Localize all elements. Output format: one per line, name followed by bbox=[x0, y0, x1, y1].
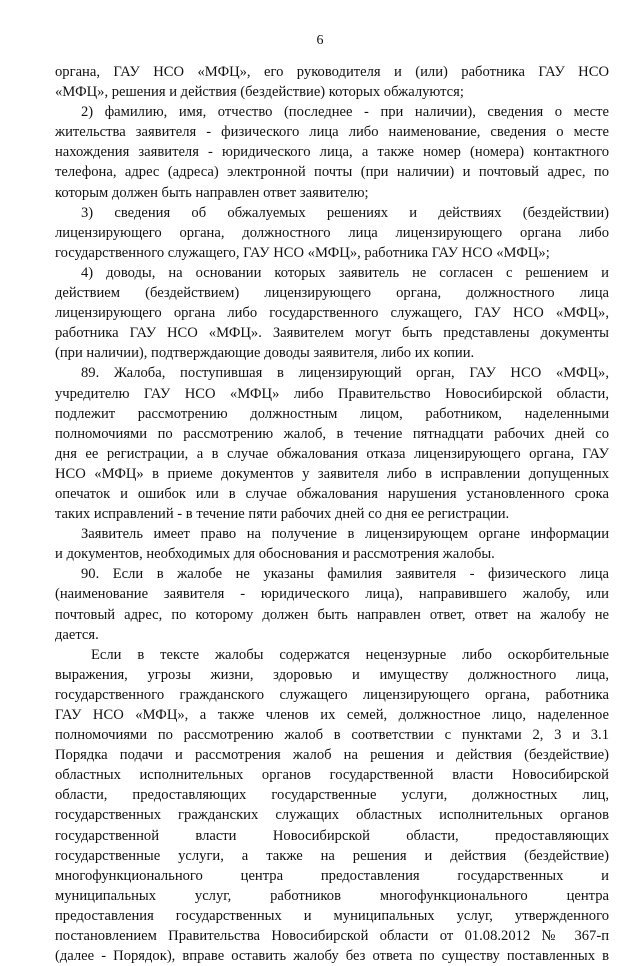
text-line: полномочиями по рассмотрению жалоб, в течение пятнадцати рабочих дней со bbox=[55, 425, 609, 442]
text-line: Заявитель имеет право на получение в лицензирующем органе информации bbox=[81, 526, 609, 543]
text-line: лицензирующего органа, должностного лица лицензирующего органа либо bbox=[55, 224, 609, 241]
text-line: многофункционального центра предоставления государственных и bbox=[55, 867, 609, 884]
text-line: таких исправлений - в течение пяти рабочих дней со дня ее регистрации. bbox=[55, 506, 510, 523]
text-line: 3) сведения об обжалуемых решениях и действиях (бездействии) bbox=[81, 204, 609, 221]
text-line: нахождения заявителя - юридического лица, а также номер (номера) контактного bbox=[55, 144, 609, 161]
text-line: 90. Если в жалобе не указаны фамилия заявителя - физического лица bbox=[81, 566, 609, 583]
text-line: подлежит рассмотрению должностным лицом, работником, наделенными bbox=[55, 405, 609, 422]
text-line: НСО «МФЦ» в приеме документов у заявителя либо в исправлении допущенных bbox=[55, 465, 609, 482]
text-line: опечаток и ошибок или в случае обжалования нарушения установленного срока bbox=[55, 485, 609, 502]
text-line: государственных гражданских служащих областных исполнительных органов bbox=[55, 807, 609, 824]
text-line: государственного гражданского служащего лицензирующего органа, работника bbox=[55, 686, 609, 703]
text-line: органа, ГАУ НСО «МФЦ», его руководителя и (или) работника ГАУ НСО bbox=[55, 64, 609, 80]
text-line: областных исполнительных органов государственной власти Новосибирской bbox=[55, 767, 609, 784]
text-line: предоставления государственных и муниципальных услуг, утвержденного bbox=[55, 907, 609, 924]
text-line: действием (бездействием) лицензирующего органа, должностного лица bbox=[55, 285, 609, 302]
text-line: дня ее регистрации, а в случае обжалования отказа лицензирующего органа, ГАУ bbox=[55, 445, 609, 462]
text-line: 4) доводы, на основании которых заявитель не согласен с решением и bbox=[81, 264, 609, 281]
text-line: телефона, адрес (адреса) электронной почты (при наличии) и почтовый адрес, по bbox=[55, 164, 609, 181]
text-line: муниципальных услуг, работников многофункционального центра bbox=[55, 887, 609, 904]
text-line: дается. bbox=[55, 626, 99, 643]
text-line: «МФЦ», решения и действия (бездействие) которых обжалуются; bbox=[55, 84, 464, 101]
text-line: области, предоставляющих государственные услуги, должностных лиц, bbox=[55, 787, 609, 804]
text-line: выражения, угрозы жизни, здоровью и имуществу должностного лица, bbox=[55, 666, 609, 683]
text-line: работника ГАУ НСО «МФЦ». Заявителем могут быть представлены документы bbox=[55, 325, 609, 342]
text-line: государственного служащего, ГАУ НСО «МФЦ», работника ГАУ НСО «МФЦ»; bbox=[55, 244, 550, 261]
text-line: которым должен быть направлен ответ заявителю; bbox=[55, 184, 369, 201]
text-line: (при наличии), подтверждающие доводы заявителя, либо их копии. bbox=[55, 345, 475, 362]
text-line: ГАУ НСО «МФЦ», а также членов их семей, должностное лицо, наделенное bbox=[55, 707, 609, 723]
text-line: и документов, необходимых для обоснования и рассмотрения жалобы. bbox=[55, 546, 495, 563]
text-line: Порядка подачи и рассмотрения жалоб на решения и действия (бездействие) bbox=[55, 747, 609, 764]
text-line: 89. Жалоба, поступившая в лицензирующий орган, ГАУ НСО «МФЦ», bbox=[81, 365, 609, 382]
page-number: 6 bbox=[316, 33, 324, 48]
text-line: государственной власти Новосибирской области, предоставляющих bbox=[55, 827, 609, 844]
text-line: учредителю ГАУ НСО «МФЦ» либо Правительство Новосибирской области, bbox=[55, 385, 609, 402]
text-line: постановлением Правительства Новосибирской области от 01.08.2012 № 367-п bbox=[55, 928, 609, 945]
text-line: (далее - Порядок), вправе оставить жалобу без ответа по существу поставленных в bbox=[55, 948, 609, 965]
text-line: (наименование заявителя - юридического лица), направившего жалобу, или bbox=[55, 586, 609, 603]
text-line: лицензирующего органа либо государственного служащего, ГАУ НСО «МФЦ», bbox=[55, 305, 609, 322]
text-line: 2) фамилию, имя, отчество (последнее - при наличии), сведения о месте bbox=[81, 104, 609, 121]
text-line: Если в тексте жалобы содержатся нецензурные либо оскорбительные bbox=[91, 646, 609, 663]
text-line: государственные услуги, а также на решения и действия (бездействие) bbox=[55, 847, 609, 864]
text-line: полномочиями по рассмотрению жалоб в соответствии с пунктами 2, 3 и 3.1 bbox=[55, 727, 609, 744]
text-line: почтовый адрес, по которому должен быть направлен ответ, ответ на жалобу не bbox=[55, 606, 609, 623]
text-line: жительства заявителя - физического лица либо наименование, сведения о месте bbox=[55, 124, 609, 141]
document-body bbox=[55, 62, 609, 966]
